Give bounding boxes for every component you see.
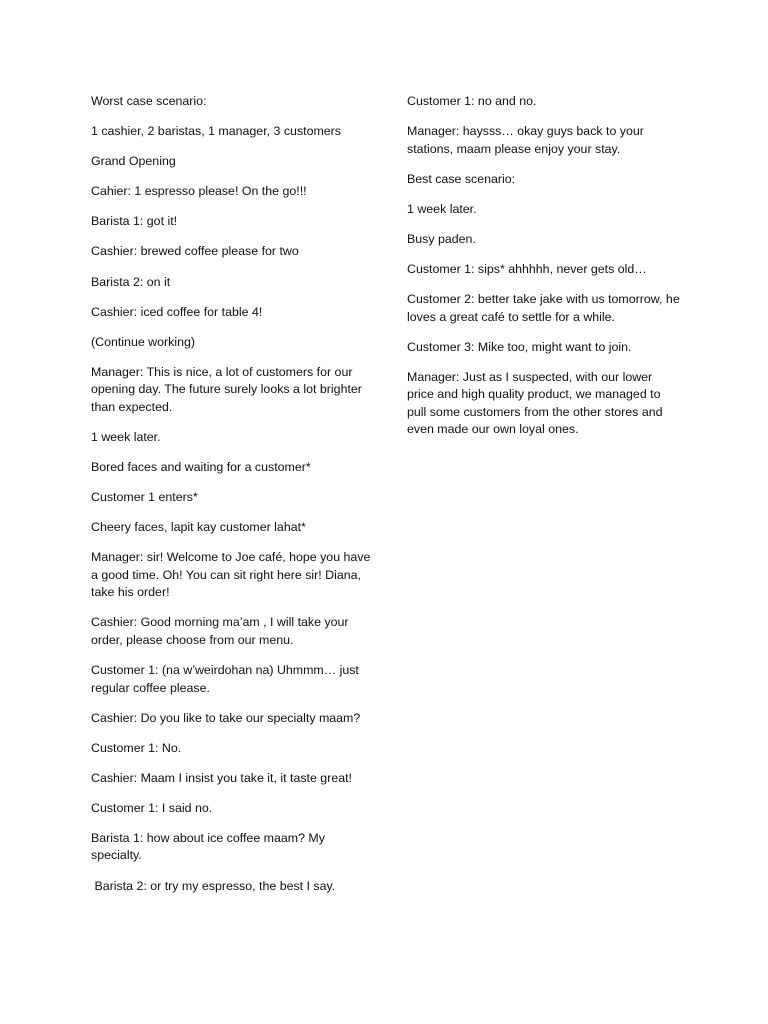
paragraph: Customer 2: better take jake with us tomorrow, he loves a great café to settle for a while.: [407, 292, 680, 324]
paragraph: (Continue working): [91, 334, 195, 349]
paragraph: Cheery faces, lapit kay customer lahat*: [91, 520, 306, 535]
paragraph: Manager: sir! Welcome to Joe café, hope you have a good time. Oh! You can sit right here sir! Diana, take his order!: [91, 550, 371, 600]
paragraph: Barista 2: or try my espresso, the best I say.: [91, 878, 336, 893]
paragraph: Best case scenario:: [407, 171, 516, 186]
left-column: [91, 93, 371, 908]
paragraph: Worst case scenario:: [91, 94, 207, 108]
paragraph: Barista 1: got it!: [91, 214, 178, 229]
paragraph: Customer 1: (na w’weirdohan na) Uhmmm… just regular coffee please.: [91, 663, 359, 695]
paragraph: Customer 1: No.: [91, 740, 182, 755]
paragraph: Barista 2: on it: [91, 274, 171, 289]
paragraph: Manager: This is nice, a lot of customers for our opening day. The future surely looks a lot brighter than expected.: [91, 364, 362, 414]
paragraph: Customer 1: no and no.: [407, 94, 537, 108]
paragraph: Cashier: Maam I insist you take it, it taste great!: [91, 770, 352, 785]
paragraph: Customer 1: I said no.: [91, 800, 213, 815]
right-column: [407, 93, 682, 451]
paragraph: Customer 1 enters*: [91, 490, 198, 505]
paragraph: Grand Opening: [91, 154, 176, 169]
paragraph: Manager: haysss… okay guys back to your stations, maam please enjoy your stay.: [407, 124, 644, 156]
paragraph: Busy paden.: [407, 231, 476, 246]
paragraph: Cashier: iced coffee for table 4!: [91, 304, 263, 319]
paragraph: Barista 1: how about ice coffee maam? My specialty.: [91, 830, 325, 863]
paragraph: Manager: Just as I suspected, with our lower price and high quality product, we managed to pull some customers from the other stores and even made our own loyal ones.: [407, 369, 663, 437]
paragraph: Customer 1: sips* ahhhhh, never gets old…: [407, 261, 647, 276]
paragraph: 1 week later.: [407, 201, 477, 216]
paragraph: Cahier: 1 espresso please! On the go!!!: [91, 184, 307, 199]
paragraph: Cashier: brewed coffee please for two: [91, 244, 299, 259]
paragraph: Cashier: Do you like to take our specialty maam?: [91, 710, 361, 725]
paragraph: Bored faces and waiting for a customer*: [91, 460, 311, 475]
paragraph: Customer 3: Mike too, might want to join.: [407, 339, 632, 354]
paragraph: 1 week later.: [91, 429, 161, 444]
paragraph: Cashier: Good morning ma’am , I will take your order, please choose from our menu.: [91, 615, 349, 647]
paragraph: 1 cashier, 2 baristas, 1 manager, 3 customers: [91, 124, 342, 139]
